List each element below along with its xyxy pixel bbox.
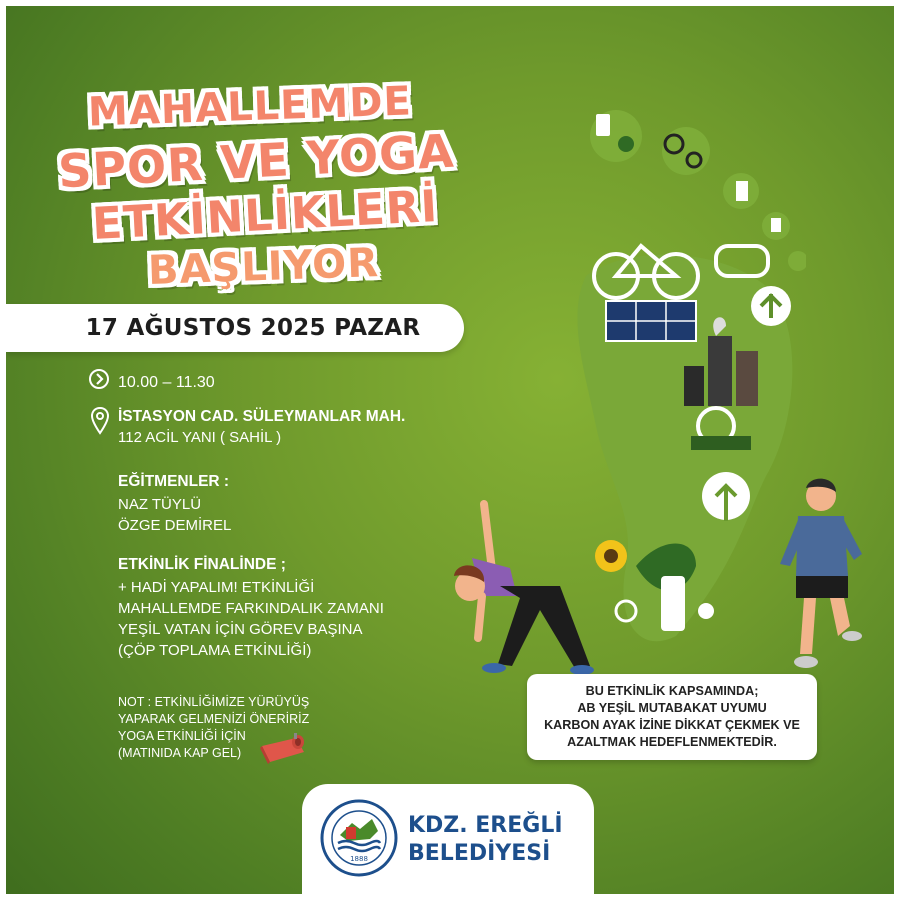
campaign-line: BU ETKİNLİK KAPSAMINDA;: [585, 684, 759, 698]
campaign-line: AB YEŞİL MUTABAKAT UYUMU: [577, 701, 767, 715]
location-line-2: 112 ACİL YANI ( SAHİL ): [118, 429, 282, 446]
location-line-1: İSTASYON CAD. SÜLEYMANLAR MAH.: [118, 408, 406, 425]
finale-heading: ETKİNLİK FİNALİNDE ;: [118, 556, 286, 573]
event-date: 17 AĞUSTOS 2025 PAZAR: [85, 315, 421, 341]
emblem-year: 1888: [350, 855, 368, 863]
date-banner: [6, 304, 464, 352]
poster: [6, 6, 894, 894]
campaign-line: KARBON AYAK İZİNE DİKKAT ÇEKMEK VE: [544, 718, 800, 732]
instructor-name: ÖZGE DEMİREL: [118, 517, 232, 534]
yoga-mat-icon: [258, 732, 308, 770]
note-line: NOT : ETKİNLİĞİMİZE YÜRÜYÜŞ: [118, 695, 310, 709]
logo-card: [302, 784, 594, 894]
clock-icon: [88, 368, 110, 396]
location-pin-icon: [90, 406, 110, 442]
finale-line: + HADİ YAPALIM! ETKİNLİĞİ: [118, 579, 315, 596]
yoga-figure: [442, 498, 602, 682]
note-line: YAPARAK GELMENİZİ ÖNERİRİZ: [118, 712, 310, 726]
note-line: YOGA ETKİNLİĞİ İÇİN: [118, 729, 246, 743]
title-line-1: MAHALLEMDE: [87, 78, 413, 136]
event-time: 10.00 – 11.30: [118, 373, 215, 391]
finale-line: (ÇÖP TOPLAMA ETKİNLİĞİ): [118, 642, 312, 659]
title-line-4: BAŞLIYOR: [147, 239, 380, 295]
municipality-emblem-icon: [320, 799, 398, 881]
instructors-block: [118, 471, 231, 536]
finale-block: [118, 554, 384, 661]
instructors-heading: EĞİTMENLER :: [118, 473, 230, 490]
instructor-name: NAZ TÜYLÜ: [118, 496, 202, 513]
time-row: [88, 368, 215, 396]
runner-figure: [776, 476, 866, 690]
logo-name-line-2: BELEDİYESİ: [408, 841, 551, 866]
campaign-box: [527, 674, 817, 760]
footprint-eco-icon: [566, 96, 806, 660]
title-line-2: SPOR VE YOGA: [56, 123, 456, 199]
finale-line: MAHALLEMDE FARKINDALIK ZAMANI: [118, 600, 384, 617]
campaign-line: AZALTMAK HEDEFLENMEKTEDİR.: [567, 735, 777, 749]
logo-name-line-1: KDZ. EREĞLİ: [408, 813, 563, 838]
note-line: (MATINIDA KAP GEL): [118, 746, 242, 760]
title-line-3: ETKİNLİKLERİ: [90, 180, 440, 251]
finale-line: YEŞİL VATAN İÇİN GÖREV BAŞINA: [118, 621, 363, 638]
location-row: [90, 406, 405, 448]
